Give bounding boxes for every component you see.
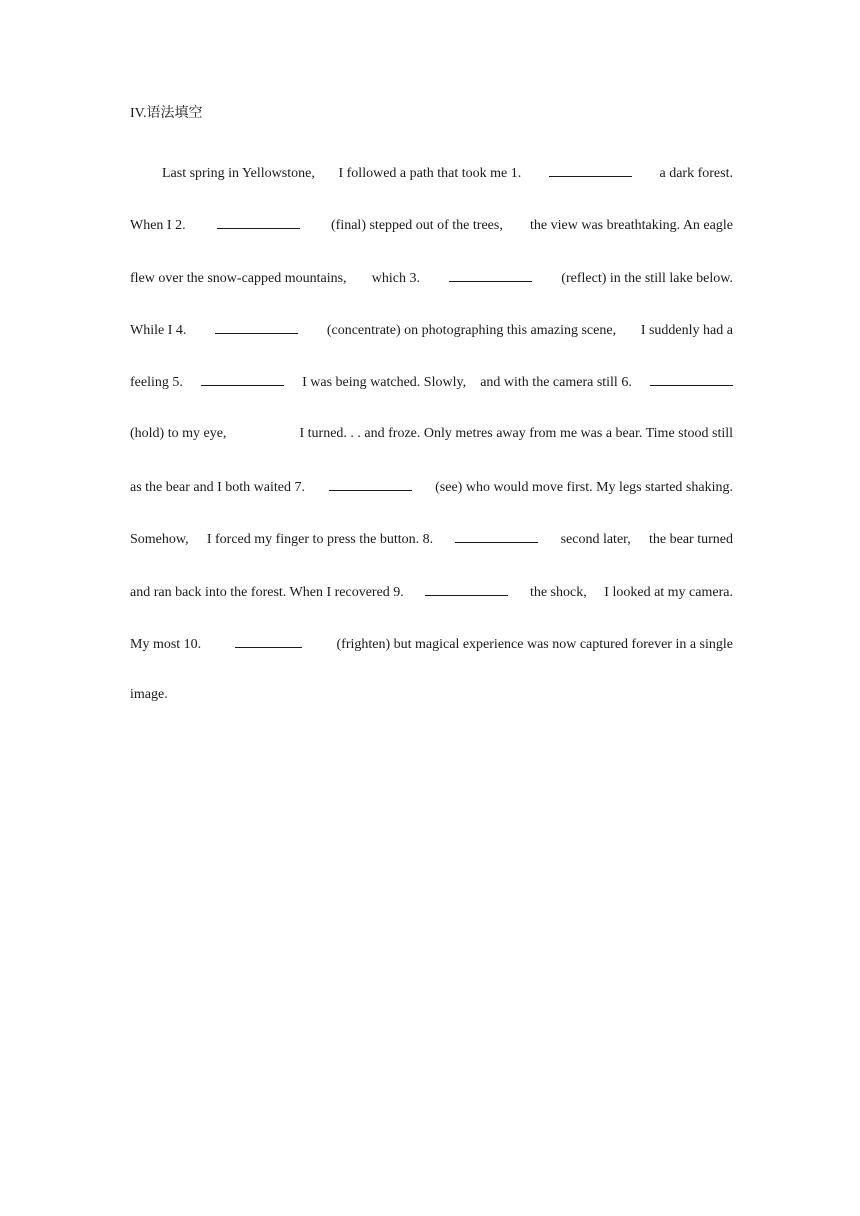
passage-line-3 <box>130 267 733 287</box>
passage-text: (final) stepped out of the trees, <box>331 218 503 233</box>
answer-blank-7[interactable] <box>329 476 412 491</box>
passage-text: a dark forest. <box>659 166 733 181</box>
passage-line-1 <box>162 162 733 182</box>
passage-line-11 <box>130 685 733 705</box>
answer-blank-5[interactable] <box>201 371 284 386</box>
passage-text: I looked at my camera. <box>604 585 733 600</box>
passage-line-4 <box>130 319 733 339</box>
passage-text: Somehow, <box>130 532 189 547</box>
passage-line-6 <box>130 424 733 444</box>
passage-text: I suddenly had a <box>640 323 733 338</box>
passage-text: (frighten) but magical experience was now captured forever in a single <box>336 637 733 652</box>
answer-blank-4[interactable] <box>215 319 298 334</box>
passage-line-8 <box>130 528 733 548</box>
passage-text: the bear turned <box>649 532 733 547</box>
passage-text: (concentrate) on photographing this amazing scene, <box>326 323 617 338</box>
passage-text: Last spring in Yellowstone, <box>162 166 315 181</box>
passage-text: I was being watched. Slowly, <box>302 375 467 390</box>
answer-blank-8[interactable] <box>455 528 538 543</box>
passage-text: While I 4. <box>130 323 187 338</box>
answer-blank-1[interactable] <box>549 162 632 177</box>
section-title: IV.语法填空 <box>130 106 203 121</box>
passage-text: second later, <box>560 532 631 547</box>
answer-blank-3[interactable] <box>449 267 532 282</box>
answer-blank-9[interactable] <box>425 581 508 596</box>
passage-text: feeling 5. <box>130 375 183 390</box>
passage-text: as the bear and I both waited 7. <box>130 480 305 495</box>
passage-text: the shock, <box>529 585 587 600</box>
passage-text: I followed a path that took me 1. <box>338 166 522 181</box>
passage-text: flew over the snow-capped mountains, <box>130 271 347 286</box>
passage-line-7 <box>130 476 733 496</box>
passage-line-10 <box>130 633 733 653</box>
passage-text: the view was breathtaking. An eagle <box>530 218 733 233</box>
passage-text: and ran back into the forest. When I recovered 9. <box>130 585 404 600</box>
passage-line-9 <box>130 581 733 601</box>
passage-line-5 <box>130 371 733 391</box>
passage-text: I turned. . . and froze. Only metres away from me was a bear. Time stood still <box>299 426 733 441</box>
passage-line-2 <box>130 214 733 234</box>
passage-text: which 3. <box>371 271 420 286</box>
passage-text: When I 2. <box>130 218 186 233</box>
passage-text: (reflect) in the still lake below. <box>561 271 733 286</box>
answer-blank-6[interactable] <box>650 371 733 386</box>
passage-text: image. <box>130 687 168 702</box>
passage-text: and with the camera still 6. <box>480 375 632 390</box>
answer-blank-10[interactable] <box>235 633 302 648</box>
passage-text: (see) who would move first. My legs started shaking. <box>435 480 733 495</box>
answer-blank-2[interactable] <box>217 214 300 229</box>
passage-text: My most 10. <box>130 637 202 652</box>
passage-text: I forced my finger to press the button. 8. <box>206 532 434 547</box>
passage-text: (hold) to my eye, <box>130 426 227 441</box>
